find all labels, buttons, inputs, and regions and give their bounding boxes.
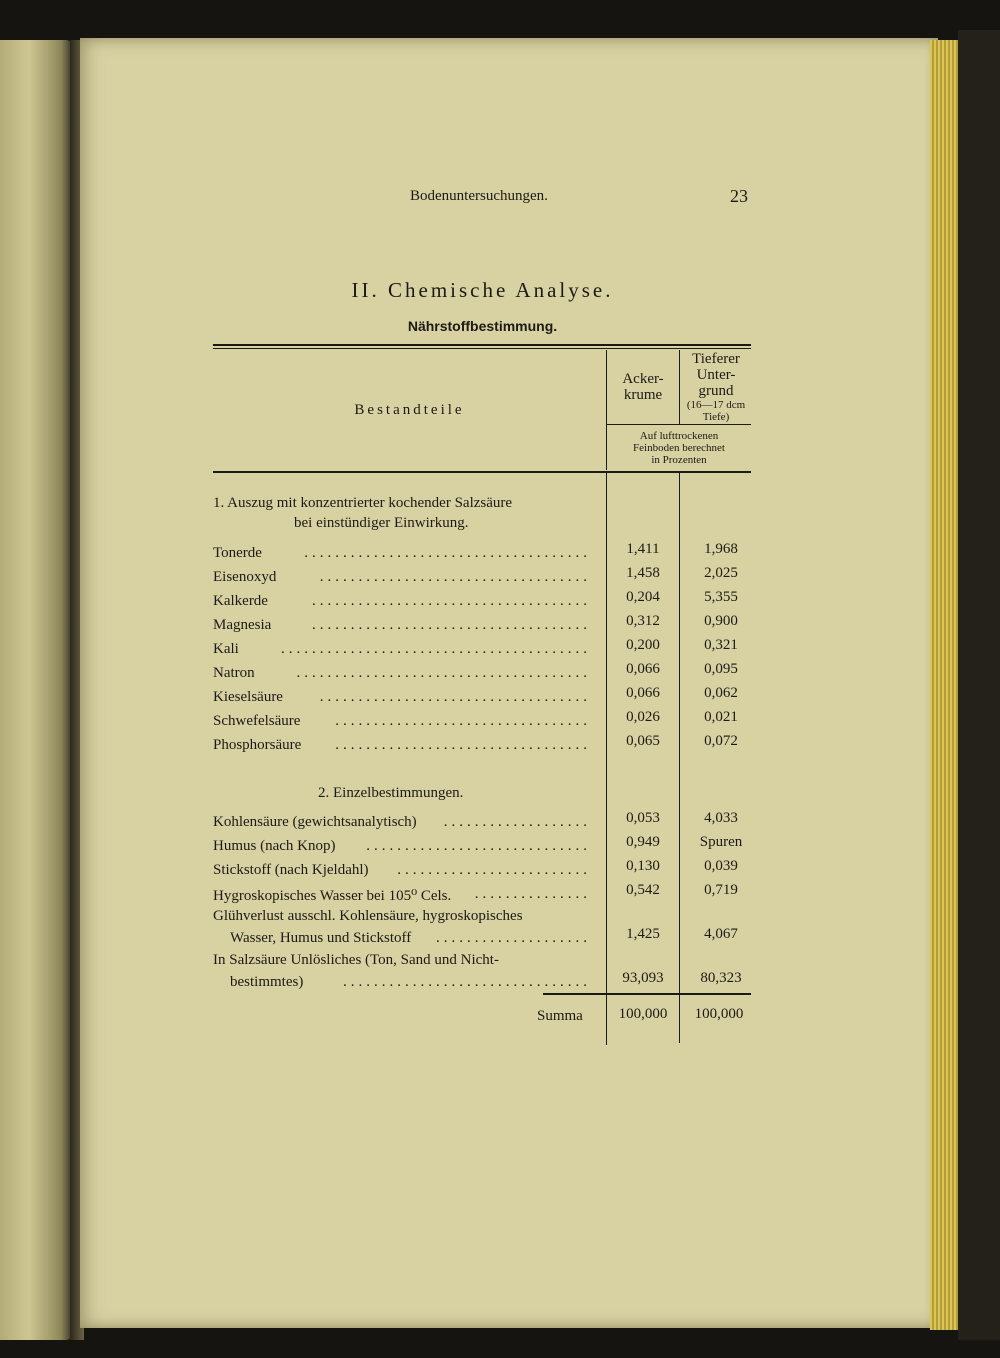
col-label-bestandteile: Bestandteile: [354, 402, 465, 418]
running-head-title: Bodenuntersuchungen.: [410, 188, 548, 204]
row-label: Wasser, Humus und Stickstoff: [230, 930, 412, 946]
table-row: [213, 545, 591, 565]
row-label: Hygroskopisches Wasser bei 105⁰ Cels.: [213, 888, 452, 904]
value-untergrund: 0,321: [704, 637, 738, 653]
left-page-edge: [0, 40, 72, 1340]
col2-header-line: Unter-: [696, 367, 736, 383]
table-row: [213, 930, 591, 950]
row-label-line1: In Salzsäure Unlösliches (Ton, Sand und Nicht-: [213, 952, 499, 968]
leader-dots: ...................: [443, 814, 591, 830]
table-row: [213, 974, 591, 994]
table-row: [213, 617, 591, 637]
body-divider-1: [606, 473, 607, 1045]
leader-dots: .................................: [335, 737, 591, 753]
row-label: Natron: [213, 665, 255, 681]
leader-dots: ....................................: [312, 593, 591, 609]
row-label: Stickstoff (nach Kjeldahl): [213, 862, 369, 878]
leader-dots: ...............: [474, 886, 591, 902]
row-label: Kali: [213, 641, 239, 657]
group1-heading-line1: 1. Auszug mit konzentrierter kochender Salzsäure: [213, 495, 513, 511]
table-row: [213, 713, 591, 733]
leader-dots: ........................................: [281, 641, 591, 657]
col2-header-line: grund: [698, 383, 734, 399]
table-top-rule: [213, 344, 751, 346]
group1-heading-line2: bei einstündiger Einwirkung.: [294, 515, 469, 531]
value-ackerkrume: 0,066: [626, 661, 660, 677]
book-cover: [958, 30, 1000, 1340]
row-label-line1: Glühverlust ausschl. Kohlensäure, hygroskopisches: [213, 908, 523, 924]
col1-header-line: krume: [623, 387, 663, 403]
value-untergrund: 0,719: [704, 882, 738, 898]
leader-dots: ....................................: [312, 617, 591, 633]
col2-header-depth-unit: Tiefe): [702, 411, 730, 423]
value-untergrund: 4,033: [704, 810, 738, 826]
total-label: Summa: [537, 1008, 583, 1024]
table-row: [213, 838, 591, 858]
value-untergrund: 2,025: [704, 565, 738, 581]
page-block-edge: [930, 40, 960, 1330]
leader-dots: .................................: [335, 713, 591, 729]
value-untergrund: 80,323: [700, 970, 742, 986]
row-label: bestimmtes): [230, 974, 304, 990]
value-untergrund: 0,900: [704, 613, 738, 629]
leader-dots: ......................................: [296, 665, 591, 681]
row-label: Humus (nach Knop): [213, 838, 336, 854]
table-row: [213, 593, 591, 613]
value-ackerkrume: 0,053: [626, 810, 660, 826]
unit-note-line: Feinboden berechnet: [633, 442, 725, 454]
col1-header: [608, 371, 678, 403]
value-ackerkrume: 1,425: [626, 926, 660, 942]
value-untergrund: 0,021: [704, 709, 738, 725]
group2-heading: 2. Einzelbestimmungen.: [318, 785, 464, 801]
value-untergrund: 1,968: [704, 541, 738, 557]
leader-dots: ................................: [343, 974, 591, 990]
total-value-untergrund: 100,000: [694, 1006, 744, 1022]
table-row: [213, 886, 591, 906]
table-row: [213, 689, 591, 709]
row-label: Schwefelsäure: [213, 713, 301, 729]
row-label: Eisenoxyd: [213, 569, 277, 585]
col2-header-line: Tieferer: [692, 351, 740, 367]
section-title: II. Chemische Analyse.: [351, 278, 614, 302]
unit-note: [607, 430, 751, 466]
header-bottom-rule: [213, 471, 751, 473]
leader-dots: .....................................: [304, 545, 591, 561]
value-untergrund: 0,072: [704, 733, 738, 749]
value-ackerkrume: 0,026: [626, 709, 660, 725]
value-ackerkrume: 1,411: [626, 541, 660, 557]
row-label: Magnesia: [213, 617, 272, 633]
table-row: [213, 814, 591, 834]
row-label: Tonerde: [213, 545, 262, 561]
value-ackerkrume: 0,065: [626, 733, 660, 749]
value-untergrund: 0,095: [704, 661, 738, 677]
leader-dots: ...................................: [319, 689, 591, 705]
value-untergrund: Spuren: [699, 834, 743, 850]
leader-dots: ...................................: [319, 569, 591, 585]
value-ackerkrume: 0,312: [626, 613, 660, 629]
col2-header: [680, 351, 752, 423]
col2-header-depth: (16—17 dcm: [686, 399, 746, 411]
value-ackerkrume: 0,949: [626, 834, 660, 850]
table-row: [213, 737, 591, 757]
page-number: 23: [730, 186, 748, 206]
leader-dots: ....................: [436, 930, 591, 946]
body-divider-2: [679, 473, 680, 1043]
value-ackerkrume: 0,200: [626, 637, 660, 653]
value-untergrund: 4,067: [704, 926, 738, 942]
value-ackerkrume: 93,093: [622, 970, 664, 986]
leader-dots: .............................: [366, 838, 591, 854]
row-label: Kieselsäure: [213, 689, 283, 705]
table-row: [213, 569, 591, 589]
value-ackerkrume: 0,066: [626, 685, 660, 701]
value-ackerkrume: 0,130: [626, 858, 660, 874]
value-ackerkrume: 0,204: [626, 589, 660, 605]
total-value-ackerkrume: 100,000: [618, 1006, 668, 1022]
unit-note-line: Auf lufttrockenen: [639, 430, 719, 442]
table-subtitle: Nährstoffbestimmung.: [407, 318, 558, 334]
table-row: [213, 665, 591, 685]
value-untergrund: 0,039: [704, 858, 738, 874]
value-ackerkrume: 0,542: [626, 882, 660, 898]
table-row: [213, 862, 591, 882]
table-top-rule-thin: [213, 348, 751, 349]
value-ackerkrume: 1,458: [626, 565, 660, 581]
row-label: Phosphorsäure: [213, 737, 302, 753]
row-label: Kalkerde: [213, 593, 268, 609]
table-row: [213, 641, 591, 661]
unit-note-line: in Prozenten: [651, 454, 707, 466]
value-untergrund: 5,355: [704, 589, 738, 605]
leader-dots: .........................: [397, 862, 591, 878]
value-untergrund: 0,062: [704, 685, 738, 701]
row-label: Kohlensäure (gewichtsanalytisch): [213, 814, 417, 830]
header-unit-rule: [606, 424, 751, 425]
col1-header-line: Acker-: [622, 371, 664, 387]
